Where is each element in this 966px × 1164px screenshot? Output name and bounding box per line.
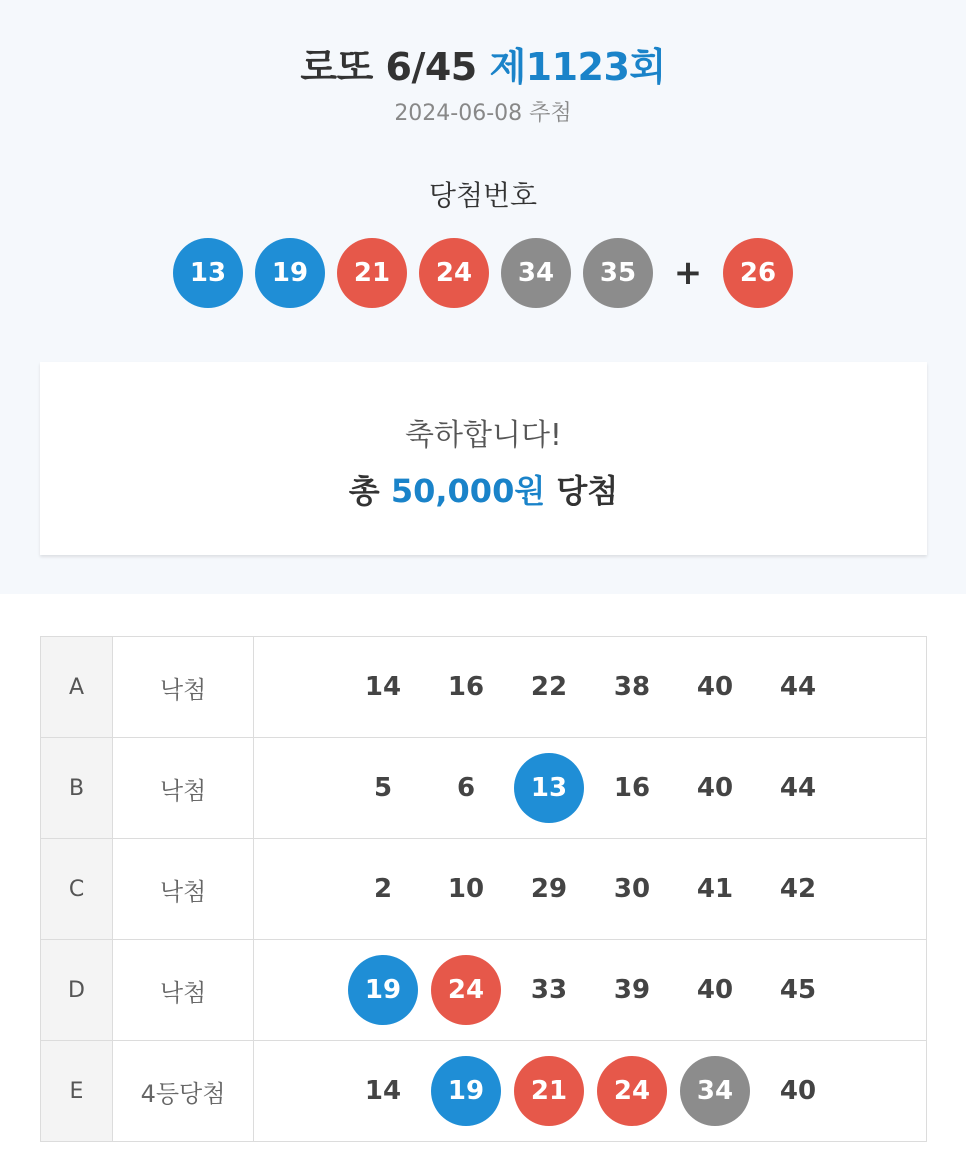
game-numbers <box>254 940 927 1041</box>
game-number: 10 <box>447 874 485 904</box>
winning-ball: 21 <box>337 238 407 308</box>
game-numbers <box>254 839 927 940</box>
game-number: 16 <box>447 672 485 702</box>
game-number: 16 <box>613 773 651 803</box>
game-number: 29 <box>530 874 568 904</box>
draw-date: 2024-06-08 추첨 <box>394 101 572 126</box>
total-suffix: 당첨 <box>556 472 619 510</box>
winning-ball: 19 <box>255 238 325 308</box>
game-numbers <box>254 738 927 839</box>
bonus-ball: 26 <box>723 238 793 308</box>
game-row <box>41 839 927 940</box>
game-status: 4등당첨 <box>113 1041 254 1142</box>
winning-ball: 13 <box>173 238 243 308</box>
game-number: 14 <box>364 1076 402 1106</box>
winning-ball: 24 <box>419 238 489 308</box>
game-numbers <box>254 1041 927 1142</box>
round-number: 제1123회 <box>489 45 666 89</box>
game-number: 5 <box>373 773 393 803</box>
game-row <box>41 1041 927 1142</box>
game-status: 낙첨 <box>113 637 254 738</box>
matched-number-ball: 19 <box>431 1056 501 1126</box>
game-row <box>41 637 927 738</box>
game-number: 39 <box>613 975 651 1005</box>
matched-number-ball: 21 <box>514 1056 584 1126</box>
game-id: C <box>41 839 113 940</box>
game-number: 41 <box>696 874 734 904</box>
result-card <box>40 362 927 555</box>
matched-number-ball: 34 <box>680 1056 750 1126</box>
game-status: 낙첨 <box>113 839 254 940</box>
game-number: 22 <box>530 672 568 702</box>
game-number: 42 <box>779 874 817 904</box>
prize-amount: 50,000원 <box>390 472 546 510</box>
game-id: D <box>41 940 113 1041</box>
winning-ball: 35 <box>583 238 653 308</box>
game-number: 44 <box>779 672 817 702</box>
game-id: E <box>41 1041 113 1142</box>
page-title <box>0 36 966 91</box>
games-table <box>40 636 927 1142</box>
matched-number-ball: 24 <box>597 1056 667 1126</box>
game-row <box>41 738 927 839</box>
game-number: 40 <box>696 672 734 702</box>
total-prefix: 총 <box>348 472 380 510</box>
congrats-message: 축하합니다! <box>405 418 562 453</box>
game-status: 낙첨 <box>113 738 254 839</box>
game-number: 30 <box>613 874 651 904</box>
title-prefix: 로또 6/45 <box>300 45 477 89</box>
winning-numbers-label: 당첨번호 <box>428 179 538 212</box>
matched-number-ball: 13 <box>514 753 584 823</box>
winning-numbers <box>0 238 966 308</box>
game-number: 40 <box>696 975 734 1005</box>
game-number: 40 <box>696 773 734 803</box>
game-number: 40 <box>779 1076 817 1106</box>
game-number: 33 <box>530 975 568 1005</box>
game-id: A <box>41 637 113 738</box>
game-row <box>41 940 927 1041</box>
game-number: 44 <box>779 773 817 803</box>
game-id: B <box>41 738 113 839</box>
matched-number-ball: 19 <box>348 955 418 1025</box>
game-number: 45 <box>779 975 817 1005</box>
game-number: 14 <box>364 672 402 702</box>
game-numbers <box>254 637 927 738</box>
winning-ball: 34 <box>501 238 571 308</box>
game-number: 38 <box>613 672 651 702</box>
game-number: 6 <box>456 773 476 803</box>
total-prize <box>40 466 927 512</box>
game-status: 낙첨 <box>113 940 254 1041</box>
plus-sign: + <box>673 253 703 293</box>
matched-number-ball: 24 <box>431 955 501 1025</box>
game-number: 2 <box>373 874 393 904</box>
